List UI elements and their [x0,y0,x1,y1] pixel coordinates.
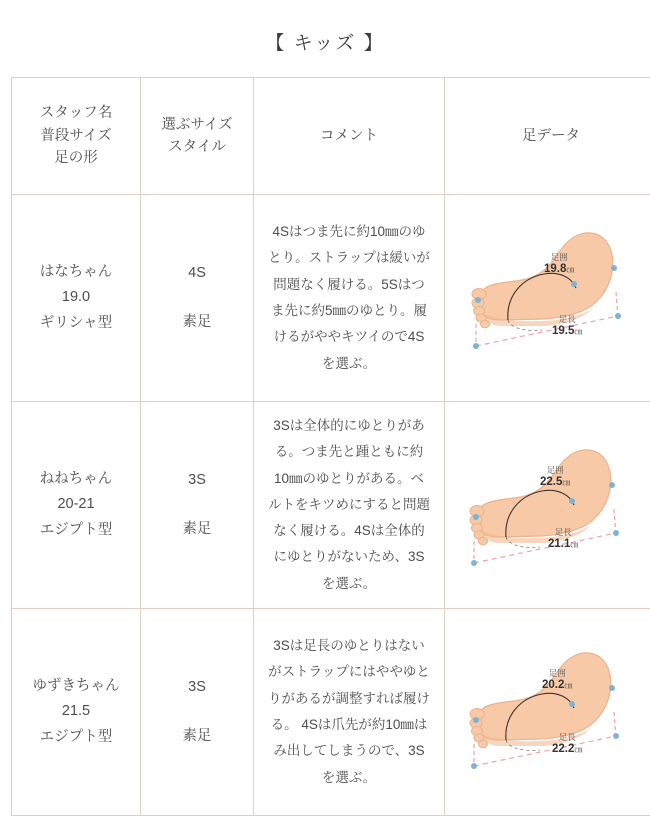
foot-length-value: 21.1 [548,538,570,550]
staff-name: ねねちゃん [13,467,139,492]
column-header-foot-data: 足データ [445,78,650,195]
column-header-size-line1: 選ぶサイズ [161,117,232,133]
staff-cell [12,609,141,816]
column-header-staff-line2: 普段サイズ [40,128,111,144]
foot-circumference-label [540,465,570,490]
chosen-size: 4S [142,262,252,285]
foot-circumference-value: 19.8 [544,263,566,275]
foot-circumference-unit: ㎝ [564,681,572,690]
size-cell [141,609,254,816]
staff-usual-size: 19.0 [13,285,139,310]
foot-circumference-label [544,252,574,277]
foot-length-label [552,732,582,757]
staff-foot-type: ギリシャ型 [13,311,139,336]
table-header [12,78,650,195]
staff-cell [12,402,141,609]
foot-illustration [448,403,650,608]
foot-length-unit: ㎝ [574,327,582,336]
foot-illustration [448,610,650,815]
staff-cell [12,195,141,402]
column-header-staff-line1: スタッフ名 [40,105,113,121]
staff-name: はなちゃん [13,260,139,285]
staff-foot-type: エジプト型 [13,725,139,750]
size-cell [141,402,254,609]
foot-circumference-title: 足囲 [542,668,572,679]
foot-data-cell [445,402,650,609]
staff-usual-size: 21.5 [13,699,139,724]
table-body [12,195,650,816]
table-row [12,195,650,402]
foot-data-cell [445,609,650,816]
foot-shape [470,652,611,747]
chosen-size: 3S [142,469,252,492]
wearing-style: 素足 [142,725,252,748]
foot-circumference-title: 足囲 [540,465,570,476]
foot-length-title: 足長 [548,527,578,538]
wearing-style: 素足 [142,311,252,334]
foot-illustration [448,196,650,401]
foot-length-value: 19.5 [552,325,574,337]
staff-usual-size: 20-21 [13,492,139,517]
table-row [12,609,650,816]
foot-data-cell [445,195,650,402]
foot-circumference-label [542,668,572,693]
staff-name: ゆずきちゃん [13,674,139,699]
staff-foot-type: エジプト型 [13,518,139,543]
size-cell [141,195,254,402]
size-table [11,77,650,816]
column-header-size [141,78,254,195]
column-header-comment: コメント [254,78,445,195]
comment-cell: 4Sはつま先に約10㎜のゆとり。ストラップは緩いが問題なく履ける。5Sはつま先に約5㎜のゆとり。履けるがややキツイので4Sを選ぶ。 [254,195,445,402]
table-row [12,402,650,609]
foot-circumference-title: 足囲 [544,252,574,263]
comment-cell: 3Sは足長のゆとりはないがストラップにはややゆとりがあるが調整すれば履ける。 4Sは爪先が約10㎜はみ出してしまうので、3Sを選ぶ。 [254,609,445,816]
foot-diagram [448,196,650,401]
foot-length-label [552,314,582,339]
comment-cell: 3Sは全体的にゆとりがある。つま先と踵ともに約10㎜のゆとりがある。ベルトをキツめにすると問題なく履ける。4Sは全体的にゆとりがないため、3Sを選ぶ。 [254,402,445,609]
page-title: 【 キッズ 】 [0,0,650,77]
column-header-staff [12,78,141,195]
column-header-staff-line3: 足の形 [54,150,98,166]
foot-circumference-value: 22.5 [540,476,562,488]
foot-circumference-unit: ㎝ [562,478,570,487]
foot-length-unit: ㎝ [570,540,578,549]
chosen-size: 3S [142,676,252,699]
foot-diagram [448,610,650,815]
foot-circumference-value: 20.2 [542,679,564,691]
foot-length-label [548,527,578,552]
wearing-style: 素足 [142,518,252,541]
table-header-row [12,78,650,195]
foot-diagram [448,403,650,608]
foot-circumference-unit: ㎝ [566,265,574,274]
foot-length-title: 足長 [552,732,582,743]
foot-length-title: 足長 [552,314,582,325]
column-header-size-line2: スタイル [168,139,226,155]
foot-length-unit: ㎝ [574,745,582,754]
foot-shape [472,232,613,327]
foot-length-value: 22.2 [552,743,574,755]
